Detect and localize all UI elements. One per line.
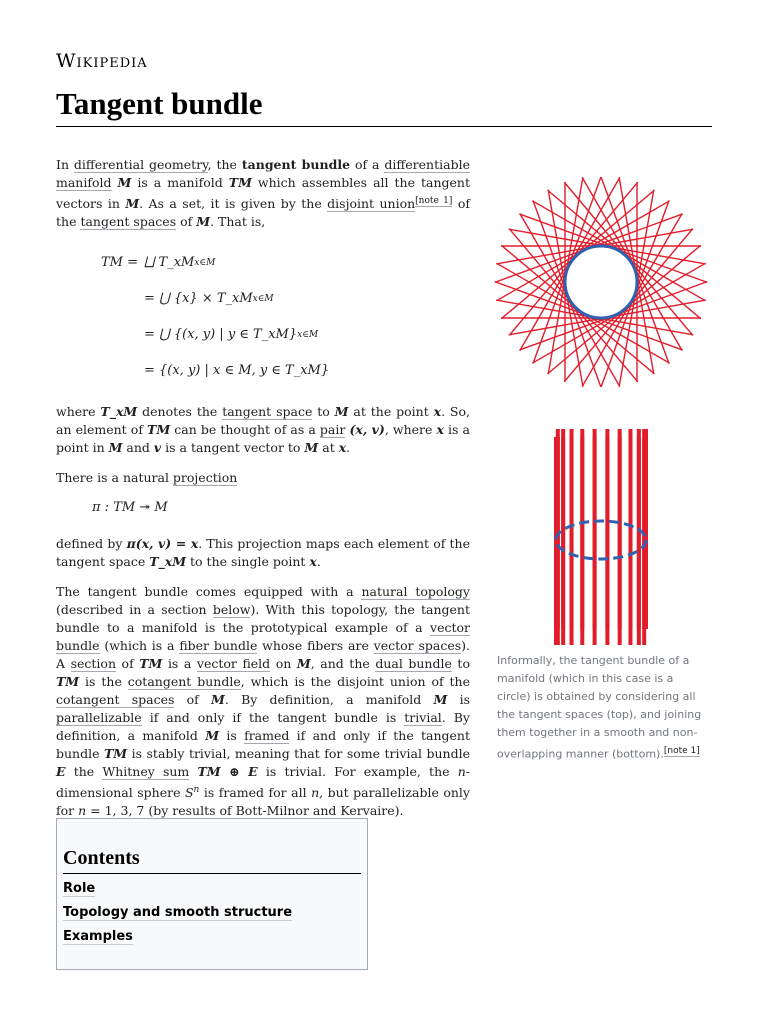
table-of-contents	[56, 818, 368, 970]
toc-divider	[63, 873, 361, 874]
link-vector-spaces[interactable]: vector spaces	[373, 638, 462, 654]
toc-item-examples[interactable]: Examples	[63, 929, 133, 944]
link-tangent-space[interactable]: tangent space	[222, 404, 313, 420]
fiber-bar	[642, 429, 646, 629]
intro-paragraph-2: where T_xM denotes the tangent space to M at the point x. So, an element of TM can be thought of as a pair (x, v), where x is a point in M and v is a tangent vector to M at x.	[56, 404, 470, 456]
footnote-note-1[interactable]: [note 1]	[415, 196, 453, 206]
tangent-bundle-equation: TM = ⨆ T_xM x∈M = ⋃ {x} × T_xM x∈M = ⋃ {(x, y) | y ∈ T_xM} x∈M = {(x, y) | x ∈ M, y ∈ T_xM}	[100, 255, 330, 379]
intro-paragraph-3: There is a natural projection	[56, 470, 238, 486]
base-circle	[565, 246, 637, 318]
figure-caption: Informally, the tangent bundle of a manifold (which in this case is a circle) is obtained by considering all the tangent spaces (top), and joining them together in a smooth and non-overlapping manner (bottom).[note 1]	[497, 654, 702, 761]
intro-paragraph-4: defined by π(x, v) = x. This projection maps each element of the tangent space T_xM to the single point x.	[56, 536, 470, 570]
link-trivial[interactable]: trivial	[404, 710, 442, 726]
fiber-bar	[593, 429, 597, 629]
title-divider	[56, 126, 712, 127]
term-tangent-bundle: tangent bundle	[241, 157, 351, 172]
article-body	[56, 156, 470, 832]
fiber-bar	[570, 429, 574, 629]
fiber-bar	[580, 429, 584, 629]
link-differential-geometry[interactable]: differential geometry	[73, 157, 208, 172]
link-section[interactable]: section	[70, 656, 116, 672]
link-vector-field[interactable]: vector field	[196, 656, 271, 672]
link-below[interactable]: below	[212, 602, 251, 618]
fiber-bar	[605, 429, 609, 629]
link-projection[interactable]: projection	[172, 470, 238, 486]
wikipedia-logo[interactable]: Wikipedia	[56, 50, 148, 72]
link-tangent-spaces[interactable]: tangent spaces	[80, 214, 177, 230]
link-disjoint-union[interactable]: disjoint union	[327, 196, 416, 212]
toc-item-topology[interactable]: Topology and smooth structure	[63, 905, 293, 920]
link-cotangent-bundle[interactable]: cotangent bundle	[127, 674, 241, 690]
link-differentiable-manifold[interactable]: differentiable manifold	[56, 157, 470, 190]
fiber-bar	[618, 429, 622, 629]
caption-note-link[interactable]: [note 1]	[663, 746, 700, 756]
fiber-bar	[561, 429, 565, 629]
fiber-bar	[628, 429, 632, 629]
toc-title: Contents	[63, 847, 140, 869]
link-whitney-sum[interactable]: Whitney sum	[102, 764, 190, 780]
link-parallelizable[interactable]: parallelizable	[56, 710, 142, 726]
link-natural-topology[interactable]: natural topology	[361, 584, 470, 600]
page-title: Tangent bundle	[56, 86, 263, 121]
tangent-bundle-cylinder-figure	[548, 425, 658, 645]
link-cotangent-spaces[interactable]: cotangent spaces	[56, 692, 175, 708]
link-framed[interactable]: framed	[244, 728, 290, 744]
intro-paragraph-5: The tangent bundle comes equipped with a natural topology (described in a section below). With this topology, the tangent bundle to a manifold is the prototypical example of a vector bundle (which is a fiber bundle whose fibers are vector spaces). A section of TM is a vector field on M, and the dual bundle to TM is the cotangent bundle, which is the disjoint union of the cotangent spaces of M. By definition, a manifold M is parallelizable if and only if the tangent bundle is trivial. By definition, a manifold M is framed if and only if the tangent bundle TM is stably trivial, meaning that for some trivial bundle E the Whitney sum TM ⊕ E is trivial. For example, the n-dimensional sphere $S^n$ is framed for all n, but parallelizable only for n = 1, 3, 7 (by results of Bott-Milnor and Kervaire).	[56, 584, 471, 819]
intro-paragraph-1: In differential geometry, the tangent bundle of a differentiable manifold M is a manifold TM which assembles all the tangent vectors in M. As a set, it is given by the disjoint union[note 1] of the tangent spaces of M. That is,	[56, 157, 470, 230]
fiber-bar	[556, 429, 560, 629]
toc-item-role[interactable]: Role	[63, 881, 96, 896]
projection-equation: π : TM ↠ M	[92, 500, 168, 516]
tangent-lines-circle-figure	[487, 177, 717, 387]
link-vector-bundle[interactable]: vector bundle	[56, 620, 470, 654]
link-dual-bundle[interactable]: dual bundle	[375, 656, 452, 672]
link-pair[interactable]: pair	[319, 422, 346, 438]
base-ellipse	[556, 521, 646, 559]
link-fiber-bundle[interactable]: fiber bundle	[179, 638, 258, 654]
